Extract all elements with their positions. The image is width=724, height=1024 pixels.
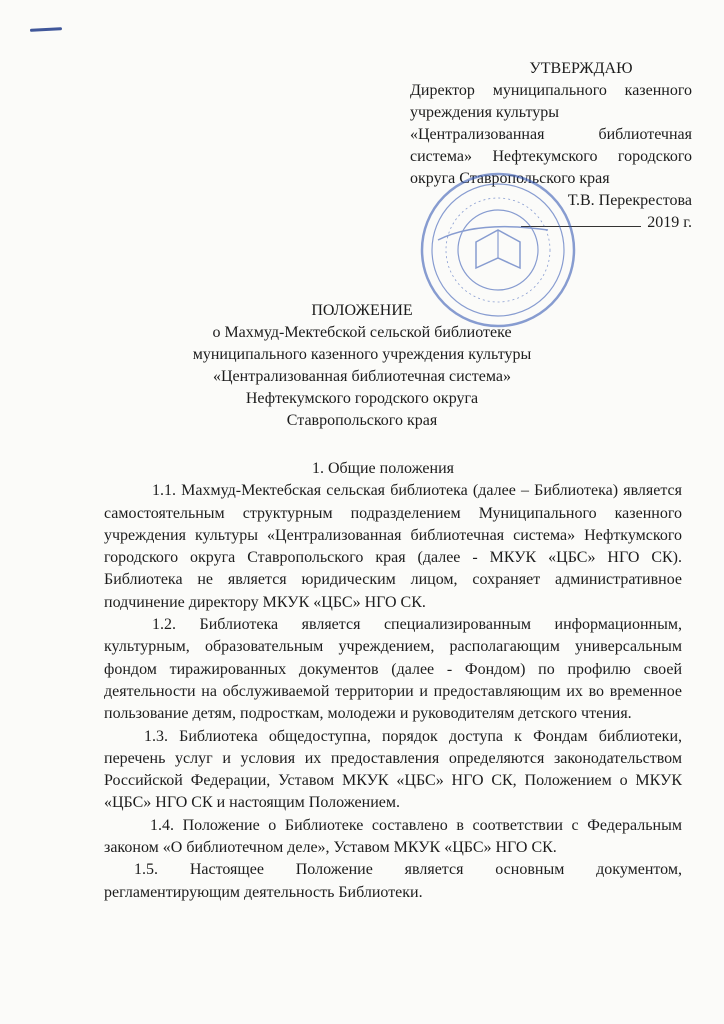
document-title [0, 300, 724, 432]
approval-line-3: «Централизованная библиотечная [410, 126, 692, 143]
approval-date-suffix: 2019 г. [647, 214, 692, 231]
approval-line-5: округа Ставропольского края [410, 170, 610, 187]
paragraph-1-1: 1.1. Махмуд-Мектебская сельская библиотека (далее – Библиотека) является самостоятельным структурным подразделением Муниципального казенного учреждения культуры «Централизованная библиотечная система» Нефткумского городского округа Ставропольского края (далее - МКУК «ЦБС» НГО СК). Библиотека не является юридическим лицом, сохраняет административное подчинение директору МКУК «ЦБС» НГО СК. [104, 482, 682, 611]
title-line-2: о Махмуд-Мектебской сельской библиотеке [212, 324, 512, 341]
paragraph-1-3: 1.3. Библиотека общедоступна, порядок доступа к Фондам библиотеки, перечень услуг и условия их предоставления определяются законодательством Российской Федерации, Уставом МКУК «ЦБС» НГО СК, Положением о МКУК «ЦБС» НГО СК и настоящим Положением. [104, 727, 682, 812]
approval-signature: Т.В. Перекрестова [567, 192, 692, 209]
title-line-5: Нефтекумского городского округа [245, 390, 479, 407]
paragraph-1-2: 1.2. Библиотека является специализированным информационным, культурным, образовательным учреждением, располагающим универсальным фондом тиражированных документов (далее - Фондом) по профилю своей деятельности на обслуживаемой территории и предоставляющим их во временное пользование детям, подросткам, молодежи и руководителям детского чтения. [104, 616, 682, 723]
approval-line-4: система» Нефтекумского городского [410, 148, 692, 165]
approval-line-1: Директор муниципального казенного [410, 82, 692, 99]
paragraph-1-4: 1.4. Положение о Библиотеке составлено в соответствии с Федеральным законом «О библиотечном деле», Уставом МКУК «ЦБС» НГО СК. [104, 816, 682, 857]
title-line-1: ПОЛОЖЕНИЕ [311, 302, 413, 319]
corner-pen-mark [30, 27, 62, 32]
approval-heading: УТВЕРЖДАЮ [529, 60, 633, 77]
title-line-6: Ставропольского края [286, 412, 438, 429]
section-heading: 1. Общие положения [311, 460, 455, 477]
paragraph-1-5: 1.5. Настоящее Положение является основным документом, регламентирующим деятельность Библиотеки. [104, 861, 682, 901]
title-line-3: муниципального казенного учреждения культуры [192, 346, 532, 363]
title-line-4: «Централизованная библиотечная система» [213, 368, 511, 385]
document-body [104, 458, 682, 904]
approval-line-2: учреждения культуры [410, 104, 559, 121]
